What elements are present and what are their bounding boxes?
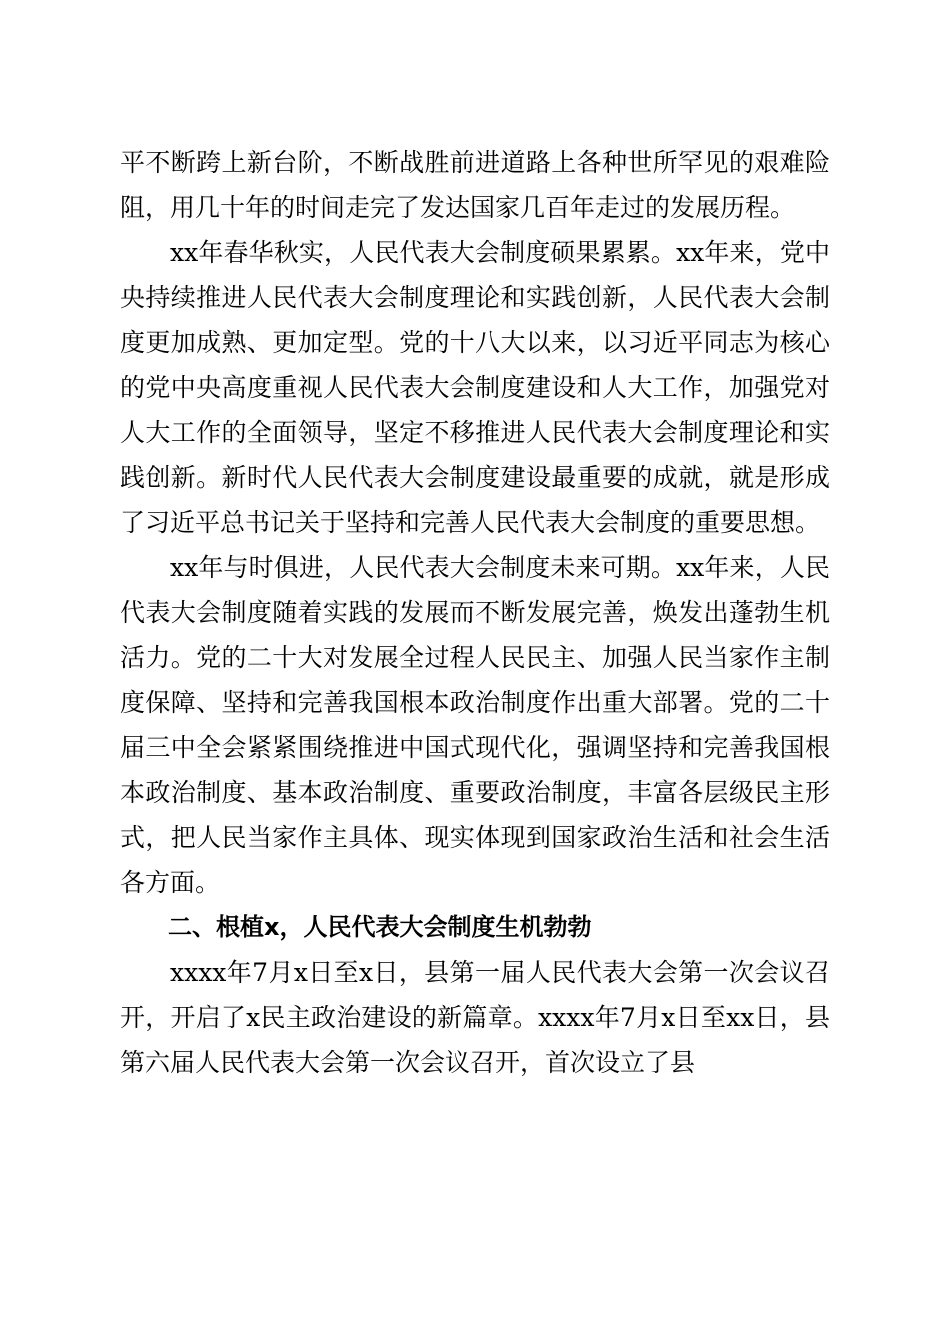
paragraph-history: xxxx年7月x日至x日，县第一届人民代表大会第一次会议召开，开启了x民主政治建设的新篇章。xxxx年7月x日至xx日，县第六届人民代表大会第一次会议召开，首次设立了县 bbox=[120, 958, 830, 1077]
paragraph-achievements: xx年春华秋实，人民代表大会制度硕果累累。xx年来，党中央持续推进人民代表大会制度理论和实践创新，人民代表大会制度更加成熟、更加定型。党的十八大以来，以习近平同志为核心的党中央高度重视人民代表大会制度建设和人大工作，加强党对人大工作的全面领导，坚定不移推进人民代表大会制度理论和实践创新。新时代人民代表大会制度建设最重要的成就，就是形成了习近平总书记关于坚持和完善人民代表大会制度的重要思想。 bbox=[120, 238, 830, 537]
section-heading: 二、根植x，人民代表大会制度生机勃勃 bbox=[168, 913, 592, 941]
document-body bbox=[120, 140, 830, 1085]
paragraph-continuation: 平不断跨上新台阶，不断战胜前进道路上各种世所罕见的艰难险阻，用几十年的时间走完了发达国家几百年走过的发展历程。 bbox=[120, 148, 830, 222]
paragraph-future: xx年与时俱进，人民代表大会制度未来可期。xx年来，人民代表大会制度随着实践的发展而不断发展完善，焕发出蓬勃生机活力。党的二十大对发展全过程人民民主、加强人民当家作主制度保障、坚持和完善我国根本政治制度作出重大部署。党的二十届三中全会紧紧围绕推进中国式现代化，强调坚持和完善我国根本政治制度、基本政治制度、重要政治制度，丰富各层级民主形式，把人民当家作主具体、现实体现到国家政治生活和社会生活各方面。 bbox=[120, 553, 830, 897]
